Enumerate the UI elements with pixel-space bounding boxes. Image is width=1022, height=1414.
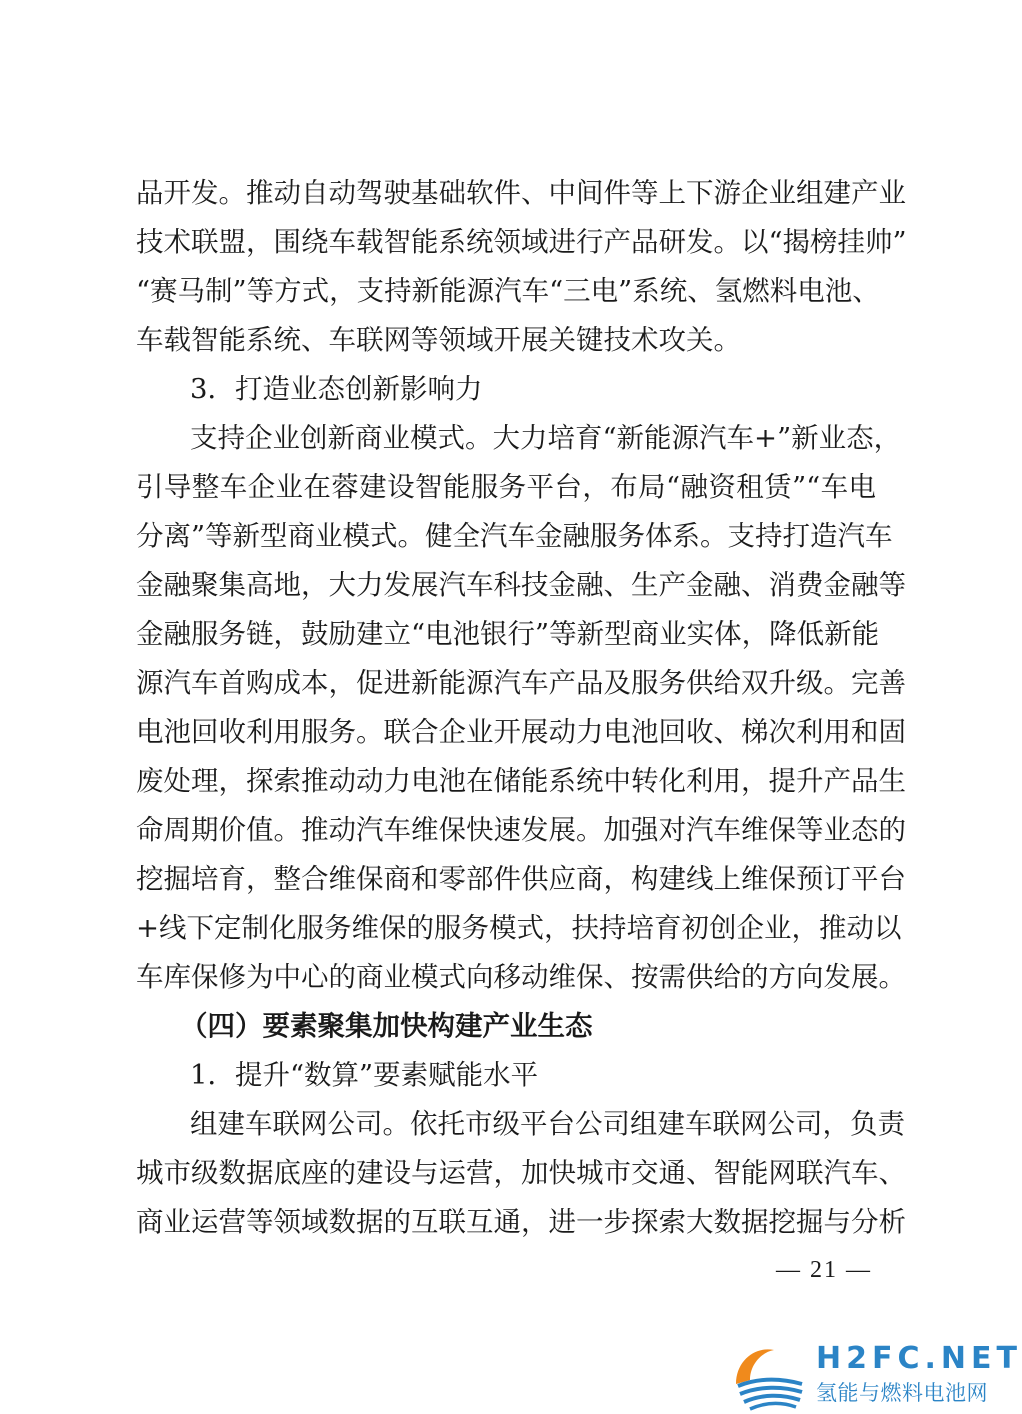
body-text-line: 废处理，探索推动动力电池在储能系统中转化利用，提升产品生: [136, 765, 906, 797]
body-text-line: 金融服务链，鼓励建立“电池银行”等新型商业实体，降低新能: [136, 618, 880, 650]
body-text-line: 命周期价值。推动汽车维保快速发展。加强对汽车维保等业态的: [136, 814, 906, 846]
watermark-domain: H2FC.NET: [816, 1341, 1022, 1376]
h2fc-logo-icon: [728, 1338, 808, 1414]
subsection-heading-1: 1．提升“数算”要素赋能水平: [190, 1059, 539, 1091]
body-text-line: 分离”等新型商业模式。健全汽车金融服务体系。支持打造汽车: [136, 520, 893, 552]
watermark-site-name: 氢能与燃料电池网: [816, 1381, 988, 1405]
body-text-line: 品开发。推动自动驾驶基础软件、中间件等上下游企业组建产业: [136, 177, 906, 209]
body-text-line: 引导整车企业在蓉建设智能服务平台，布局“融资租赁”“车电: [136, 471, 876, 503]
section-heading-4: （四）要素聚集加快构建产业生态: [180, 1010, 593, 1042]
section-heading-3: 3．打造业态创新影响力: [190, 373, 483, 405]
body-text-line: 技术联盟，围绕车载智能系统领域进行产品研发。以“揭榜挂帅”: [136, 226, 907, 258]
body-text-line: 电池回收利用服务。联合企业开展动力电池回收、梯次利用和固: [136, 716, 906, 748]
body-text-line: 金融聚集高地，大力发展汽车科技金融、生产金融、消费金融等: [136, 569, 906, 601]
body-text-line: +线下定制化服务维保的服务模式，扶持培育初创企业，推动以: [136, 912, 902, 944]
page-number: — 21 —: [776, 1257, 872, 1283]
body-text-line: 支持企业创新商业模式。大力培育“新能源汽车+”新业态，: [190, 422, 902, 454]
body-text-line: 城市级数据底座的建设与运营，加快城市交通、智能网联汽车、: [136, 1157, 906, 1189]
body-text-line: 商业运营等领域数据的互联互通，进一步探索大数据挖掘与分析: [136, 1206, 906, 1238]
body-text-line: 源汽车首购成本，促进新能源汽车产品及服务供给双升级。完善: [136, 667, 906, 699]
body-text-line: 车载智能系统、车联网等领域开展关键技术攻关。: [136, 324, 741, 356]
body-text-line: 车库保修为中心的商业模式向移动维保、按需供给的方向发展。: [136, 961, 906, 993]
watermark: [728, 1338, 1022, 1414]
body-text-line: 组建车联网公司。依托市级平台公司组建车联网公司，负责: [190, 1108, 905, 1140]
body-text-line: “赛马制”等方式，支持新能源汽车“三电”系统、氢燃料电池、: [136, 275, 880, 307]
body-text-line: 挖掘培育，整合维保商和零部件供应商，构建线上维保预订平台: [136, 863, 906, 895]
